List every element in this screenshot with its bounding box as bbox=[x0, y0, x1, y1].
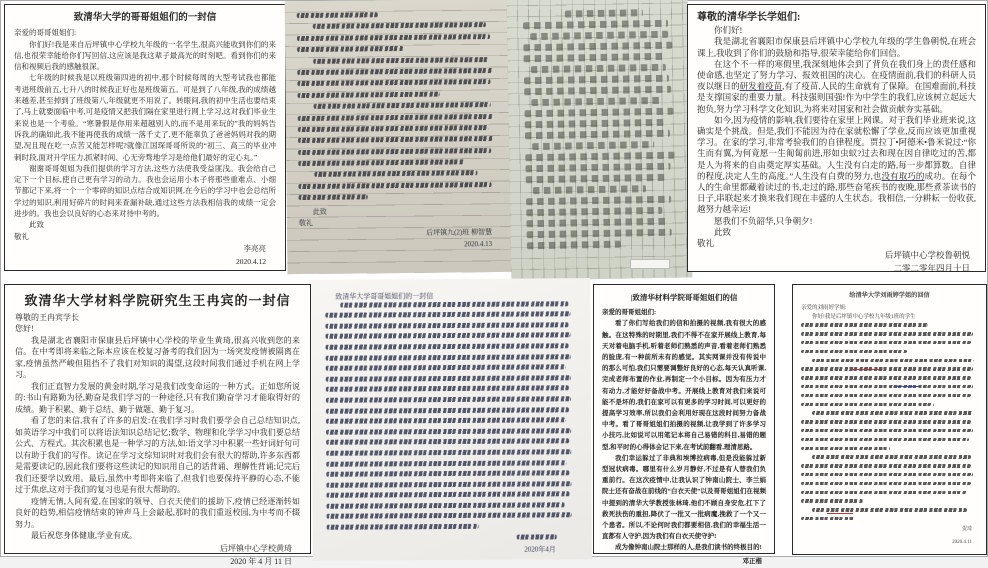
handwriting-line bbox=[298, 125, 489, 132]
handwriting-line bbox=[801, 464, 971, 468]
underline-mark-blue bbox=[895, 386, 919, 387]
letter-a-panel bbox=[4, 4, 286, 271]
handwriting-line bbox=[325, 333, 570, 339]
handwriting-line bbox=[801, 517, 854, 521]
letter-f-first-line: 致清华大学哥哥姐姐们的一封信 bbox=[335, 292, 434, 301]
handwriting-lines bbox=[325, 301, 579, 541]
grid-paper bbox=[507, 0, 693, 281]
handwriting-line bbox=[526, 152, 674, 161]
handwriting-line bbox=[326, 407, 569, 413]
handwriting-line bbox=[533, 185, 646, 193]
handwriting-line bbox=[325, 322, 568, 328]
text-segment: 成为像钟南山院士那样的人,是我们读书的终极目的! bbox=[615, 544, 762, 552]
letter-paragraph bbox=[697, 115, 976, 216]
letter-b-signature: 后坪镇九(2)班 柳智慧 bbox=[426, 228, 493, 238]
letter-paragraph bbox=[15, 530, 300, 542]
handwriting-lines bbox=[517, 9, 682, 249]
handwriting-line bbox=[326, 417, 566, 423]
letter-g-signature: 邓正楷 bbox=[742, 557, 762, 565]
letter-d-panel bbox=[687, 4, 986, 272]
handwriting-line bbox=[801, 491, 967, 495]
handwriting-line bbox=[326, 492, 569, 498]
handwriting-line bbox=[524, 53, 666, 62]
handwriting-line bbox=[299, 195, 368, 201]
text-segment: 愿我们不负韶华,只争朝夕! bbox=[714, 215, 813, 226]
handwriting-line bbox=[298, 159, 464, 166]
handwriting-line bbox=[801, 332, 973, 336]
handwriting-line bbox=[527, 229, 672, 238]
handwriting-line bbox=[314, 102, 491, 109]
handwriting-line bbox=[530, 31, 669, 40]
handwriting-line bbox=[801, 385, 973, 389]
handwriting-line bbox=[326, 343, 569, 349]
handwriting-line bbox=[801, 473, 973, 477]
letter-paragraph bbox=[15, 496, 300, 531]
handwriting-line bbox=[525, 130, 670, 139]
letter-d-salutation: 尊敬的清华学长学姐们: bbox=[697, 12, 801, 23]
handwriting-line bbox=[315, 171, 477, 178]
handwriting-line bbox=[313, 22, 486, 29]
letter-paragraph bbox=[15, 323, 300, 335]
handwriting-line bbox=[527, 241, 620, 249]
handwriting-line bbox=[801, 429, 973, 433]
lined-paper bbox=[285, 0, 515, 274]
handwriting-line bbox=[801, 367, 973, 371]
letter-d-date: 二零二零年四月十日 bbox=[893, 263, 970, 274]
handwriting-line bbox=[326, 396, 571, 402]
text-segment: 我是湖北省襄阳市保康县后坪镇中心学校九年级的学生鲁朝悦,在班会课上,我收到了你们的鼓励和指导,很荣幸能给你们回信。 bbox=[697, 36, 976, 58]
letter-c-handwritten-grid-photo bbox=[515, 2, 684, 273]
letter-paragraph bbox=[602, 453, 766, 543]
handwriting-line bbox=[297, 68, 492, 75]
underlined-phrase: 研发着疫苗 bbox=[739, 81, 783, 92]
handwriting-line bbox=[297, 79, 490, 86]
handwriting-line bbox=[801, 499, 863, 503]
handwriting-line bbox=[812, 508, 968, 512]
handwriting-line bbox=[327, 513, 572, 519]
letter-d-body bbox=[697, 25, 976, 227]
handwriting-line bbox=[565, 9, 642, 17]
letter-g-title: |致清华材料学院哥哥姐姐们的信 bbox=[630, 293, 738, 302]
letter-h-signature: 贺琦 bbox=[961, 526, 972, 532]
handwriting-line bbox=[801, 482, 971, 486]
letter-h-date: 2020.4.11 bbox=[952, 539, 972, 545]
handwriting-line bbox=[327, 502, 565, 508]
handwriting-line bbox=[526, 163, 671, 172]
letter-e-date: 2020 年 4 月 11 日 bbox=[230, 556, 292, 566]
text-segment: 您好! bbox=[15, 324, 34, 333]
handwriting-line bbox=[340, 301, 568, 307]
letter-a-body bbox=[14, 39, 276, 220]
handwriting-line bbox=[516, 534, 556, 539]
handwriting-line bbox=[527, 207, 662, 216]
letter-paragraph bbox=[697, 36, 976, 58]
handwriting-line bbox=[327, 524, 479, 530]
letter-paragraph bbox=[697, 25, 976, 36]
letter-paragraph bbox=[14, 163, 276, 219]
handwriting-line bbox=[326, 428, 571, 434]
handwriting-line bbox=[801, 323, 928, 327]
letter-paragraph bbox=[15, 415, 300, 496]
letter-e-panel bbox=[4, 284, 311, 566]
handwriting-line bbox=[313, 57, 488, 64]
handwriting-line bbox=[326, 354, 571, 360]
handwriting-line bbox=[801, 438, 969, 442]
handwriting-line bbox=[524, 75, 669, 84]
letter-d-closing: 此致 bbox=[714, 226, 732, 237]
handwriting-line bbox=[525, 86, 672, 95]
letter-paragraph bbox=[14, 72, 276, 162]
handwriting-line bbox=[298, 114, 493, 121]
text-segment: 你们好!我是来自后坪镇中心学校九年级的一名学生,很高兴能收到你们的来信,也很荣幸能给你们写回信,这应该是我这辈子最高光的时刻吧。看到你们的来信和视频后我的感触很深。 bbox=[14, 39, 276, 72]
handwriting-line bbox=[526, 196, 671, 205]
handwriting-line bbox=[812, 455, 971, 459]
underline-mark-red bbox=[827, 513, 853, 514]
handwriting-line bbox=[801, 376, 971, 380]
handwriting-line bbox=[297, 12, 378, 18]
letter-e-title: 致清华大学材料学院研究生王冉宾的一封信 bbox=[24, 293, 291, 308]
text-segment: ,有了疫苗,人民的生命就有了保障。在国难面前,科技是支撑国家的重要力量。科技强则国强!作为中学生的我们,应该树立起远大抱负,努力学习科学文化知识,为将来对国家和社会做贡献夯实基础。 bbox=[697, 81, 976, 114]
letter-e-salutation: 尊敬的王冉宾学长 bbox=[15, 312, 79, 322]
letter-a-title: 致清华大学的哥哥姐姐们的一封信 bbox=[73, 13, 217, 23]
letter-b-handwritten-photo bbox=[290, 4, 509, 269]
handwriting-line bbox=[297, 46, 403, 52]
handwriting-line bbox=[326, 439, 569, 445]
letter-a-date: 2020.4.12 bbox=[236, 256, 266, 266]
handwriting-line bbox=[326, 386, 569, 392]
paper-footer-label bbox=[630, 259, 670, 269]
text-segment: 在这个不一样的寒假里,我深刻地体会到了背负在我们身上的责任感和使命感,也坚定了努力学习、报效祖国的决心。在疫情面前,我们的科研人员夜以继日的 bbox=[697, 58, 976, 92]
letter-paragraph bbox=[697, 59, 976, 115]
letter-d-closing-salute: 敬礼 bbox=[697, 238, 715, 249]
handwriting-line bbox=[525, 108, 673, 117]
letter-h-title: 给清华大学刘雨婷学姐的回信 bbox=[849, 292, 930, 299]
text-segment: 七年级的时候我是以班级第四进的初中,那个时候每周的大型考试我也都能考进班级前五,七升八的时候我正好也是班级第五。可是到了八年级,我的成绩越来越差,甚至掉到了班级第八,年级就更不用说了。转眼间,我的初中生活也要结束了,马上就要面临中考,可是疫情又把我们隔在家里进行网上学习,这对我们毕业生来说也是一个考验。“寒暑假是你用来超越别人的,而不是用来玩的”我的妈妈告诉我,的确如此,我不能再使我的成绩一落千丈了,更不能辜负了爸爸妈妈对我的期望,况且现在吃一点苦又能怎样呢?就像江国琛哥哥所说的“初三、高三的毕业冲刺时段,面对升学压力,抓紧时间、心无旁骛地学习是给他们最好的定心丸。” bbox=[14, 73, 276, 162]
letter-g-panel bbox=[593, 284, 775, 565]
letter-g-salutation: 亲爱的哥哥姐姐们: bbox=[602, 309, 657, 317]
handwriting-line bbox=[801, 420, 971, 424]
letter-b-date: 2020.4.13 bbox=[464, 239, 493, 249]
letter-b-closing: 此致 bbox=[312, 207, 327, 216]
letter-d-signature: 后坪镇中心学校鲁朝悦 bbox=[884, 250, 970, 261]
letter-a-closing-salute: 敬礼 bbox=[14, 231, 29, 241]
handwriting-line bbox=[531, 64, 666, 73]
plain-paper bbox=[311, 278, 592, 561]
text-segment: 如今,因为疫情的影响,我们要待在家里上网课。对于我们毕业班来说,这确实是个挑战。但是,我们不能因为待在家就松懈了学业,反而应该更加重视学习。在家的学习,非常考验我们的自律程度。贾拉丁•阿德米•鲁米说过:“你生而有翼,为何竟愿一生匍匐前进,形如虫蚁?过去和现在因自律吃过的苦,都是人为将来的自由奠定厚实基础。人生没有白走的路,每一步都算数。自律的程度,决定人生的高度。”人生没有白费的努力,也 bbox=[697, 114, 976, 181]
letter-paragraph bbox=[15, 335, 300, 381]
blurred-text-lines bbox=[801, 323, 978, 520]
handwriting-line bbox=[801, 341, 971, 345]
text-segment: 谢谢哥哥姐姐为我们提供的学习方法,这些方法使我受益匪浅。我会给自己定下一个目标,使自己更有学习的动力。我也会运用小本子将那些重难点、小细节都记下来,将一个一个零碎的知识点结合成知识网,在今后的学习中也会总结所学过的知识,利用好碎片的时间来查漏补缺,通过这些方法我相信我的成绩一定会进步的。我也会以良好的心态来对待中考的。 bbox=[14, 163, 276, 219]
handwriting-line bbox=[298, 91, 440, 97]
letter-paragraph bbox=[15, 381, 300, 416]
handwriting-line bbox=[812, 411, 973, 415]
handwriting-line bbox=[326, 460, 566, 466]
letter-paragraph bbox=[697, 216, 976, 227]
letter-a-salutation: 亲爱的哥哥姐姐们: bbox=[14, 28, 77, 38]
handwriting-line bbox=[801, 447, 890, 451]
letter-e-body bbox=[15, 323, 300, 542]
handwriting-line bbox=[326, 364, 566, 370]
letter-h-panel bbox=[792, 284, 987, 555]
letter-f-handwritten-photo bbox=[316, 283, 587, 556]
letter-g-body bbox=[602, 318, 766, 553]
handwriting-line bbox=[525, 119, 667, 128]
text-segment: 我们正直智力发展的黄金时期,学习是我们改变命运的一种方式。正如您所说的:书山有路勤为径,勤奋是我们学习的一种途径,只有我们勤奋学习才能取得好的成绩。勤于积累、勤于总结、勤于做题、勤于复习。 bbox=[15, 381, 300, 414]
underlined-phrase: 没有取巧的 bbox=[881, 170, 925, 181]
handwriting-line bbox=[801, 394, 971, 398]
handwriting-line bbox=[298, 182, 491, 189]
handwriting-line bbox=[801, 350, 907, 354]
letter-h-first-line: 你好!我是后坪镇中心学校九年级1班的学生 bbox=[812, 313, 916, 320]
handwriting-line bbox=[326, 375, 571, 381]
handwriting-line bbox=[523, 20, 668, 29]
letter-b-closing-salute: 敬礼 bbox=[298, 218, 313, 228]
text-segment: 我们幸运躲过了非典和埃博拉病毒,但是没能躲过新型冠状病毒。哪里有什么岁月静好,不过是有人替我们负重前行。在这次疫情中,让我认识了钟南山院士、李兰娟院士还有奋战在前线的“白衣天使”以及哥哥姐姐们在视频中提到的清华大学教授张林琦,他们不顾自身安危,扛下了救死扶伤的重担,降伏了一批又一批病魔,挽救了一个又一个患者。所以,不论何时我们都要相信,我们的幸福生活一直都有人守护,因为我们有白衣天使守护! bbox=[602, 454, 766, 541]
handwriting-line bbox=[527, 218, 669, 227]
handwriting-line bbox=[326, 481, 571, 487]
handwriting-line bbox=[326, 449, 571, 455]
text-segment: 我是湖北省襄阳市保康县后坪镇中心学校的毕业生黄琦,很高兴收到您的来信。在中考即将来临之际本应该在校复习备考的我们因为一场突发疫情被隔离在家,疫情虽然严峻但阻挡不了我们对知识的渴望,这段时间我们通过手机在网上学习。 bbox=[15, 335, 300, 379]
handwriting-line bbox=[801, 403, 934, 407]
letter-f-date: 2020年4月 bbox=[524, 545, 556, 554]
letter-a-closing: 此致 bbox=[29, 220, 44, 230]
underline-mark-red bbox=[851, 369, 881, 370]
letter-a-signature: 李亮亮 bbox=[243, 243, 266, 253]
handwriting-line bbox=[812, 359, 975, 363]
handwriting-line bbox=[524, 42, 672, 51]
handwriting-line bbox=[532, 141, 654, 150]
handwriting-lines bbox=[297, 11, 502, 200]
handwriting-line bbox=[531, 97, 660, 106]
letter-paragraph bbox=[14, 39, 276, 73]
letter-paragraph bbox=[602, 542, 766, 553]
letter-e-signature: 后坪镇中心学校黄琦 bbox=[220, 543, 292, 553]
text-segment: 成功。在每个人的生命里都藏着读过的书,走过的路,那些奋笔疾书的夜晚,那些煮茶读书的日子,串联起来才换来我们现在丰盛的人生状态。我相信,一分耕耘一份收获,越努力越幸运! bbox=[697, 170, 976, 215]
handwriting-line bbox=[297, 34, 490, 41]
text-segment: 疫情无情,人间有爱,在国家的领导、白衣天使们的援助下,疫情已经逐渐转如良好的趋势,相信疫情结束的钟声马上会敲起,那时的我们重返校园,为中考而不辍努力。 bbox=[15, 496, 300, 529]
handwriting-line bbox=[526, 174, 665, 183]
text-segment: 看了你们写给我们的信和拍摄的视频,我有很大的感触。在这特殊的时期里,我们不得不在家开展线上教育,每天对着电脑手机,听着老师们熟悉的声音,看着老师们熟悉的脸庞,有一种前所未有的感觉。其实网课并没有传说中的那么可怕,我们只需要调整好良好的心态,每天认真听课,完成老师布置的作业,再制定一个小目标。因为有压力才有动力,才能好好备战中考。开展线上教育对我们来说可能不是坏的,我们在家可以有更多的学习时间,可以更好的提高学习效率,所以我们会利用好现在这段时间努力备战中考。看了哥哥姐姐们拍摄的视频,让我学到了许多学习小技巧,比如说可以用笔记本将自己易错的科目,易错的题型,和平时的心得体会记下来,在考试前翻看,理清思路。 bbox=[602, 320, 766, 451]
text-segment: 最后祝您身体健康,学业有成。 bbox=[31, 531, 137, 540]
handwriting-line bbox=[298, 148, 491, 155]
letter-h-salutation: 亲爱的刘雨婷学姐: bbox=[801, 304, 847, 311]
handwriting-line bbox=[325, 311, 570, 317]
text-segment: 看了您的来信,我有了许多的启发:在我们学习时我们要学会自己总结知识点,如英语学习中我们可以将语法知识总结记忆;数学、物理和化学学习中我们要总结公式、方程式。其次积累也是一种学习的方法,如:语文学习中积累一些好词好句可以有助于我们的写作。读记在学习文综知识时对我们会有很大的帮助,许多东西都是需要读记的,因此我们要将这些读记的知识用自己的话背诵、理解性背诵;记完后我们还要学以致用。最后,虽然中考即将来临了,但我们也要保持平静的心态,不能过于焦虑,这对于我们的复习也是有很大帮助的。 bbox=[15, 416, 300, 494]
text-segment: 你们好! bbox=[714, 25, 743, 36]
letter-paragraph bbox=[602, 318, 766, 452]
handwriting-line bbox=[298, 136, 493, 143]
handwriting-line bbox=[326, 470, 569, 476]
